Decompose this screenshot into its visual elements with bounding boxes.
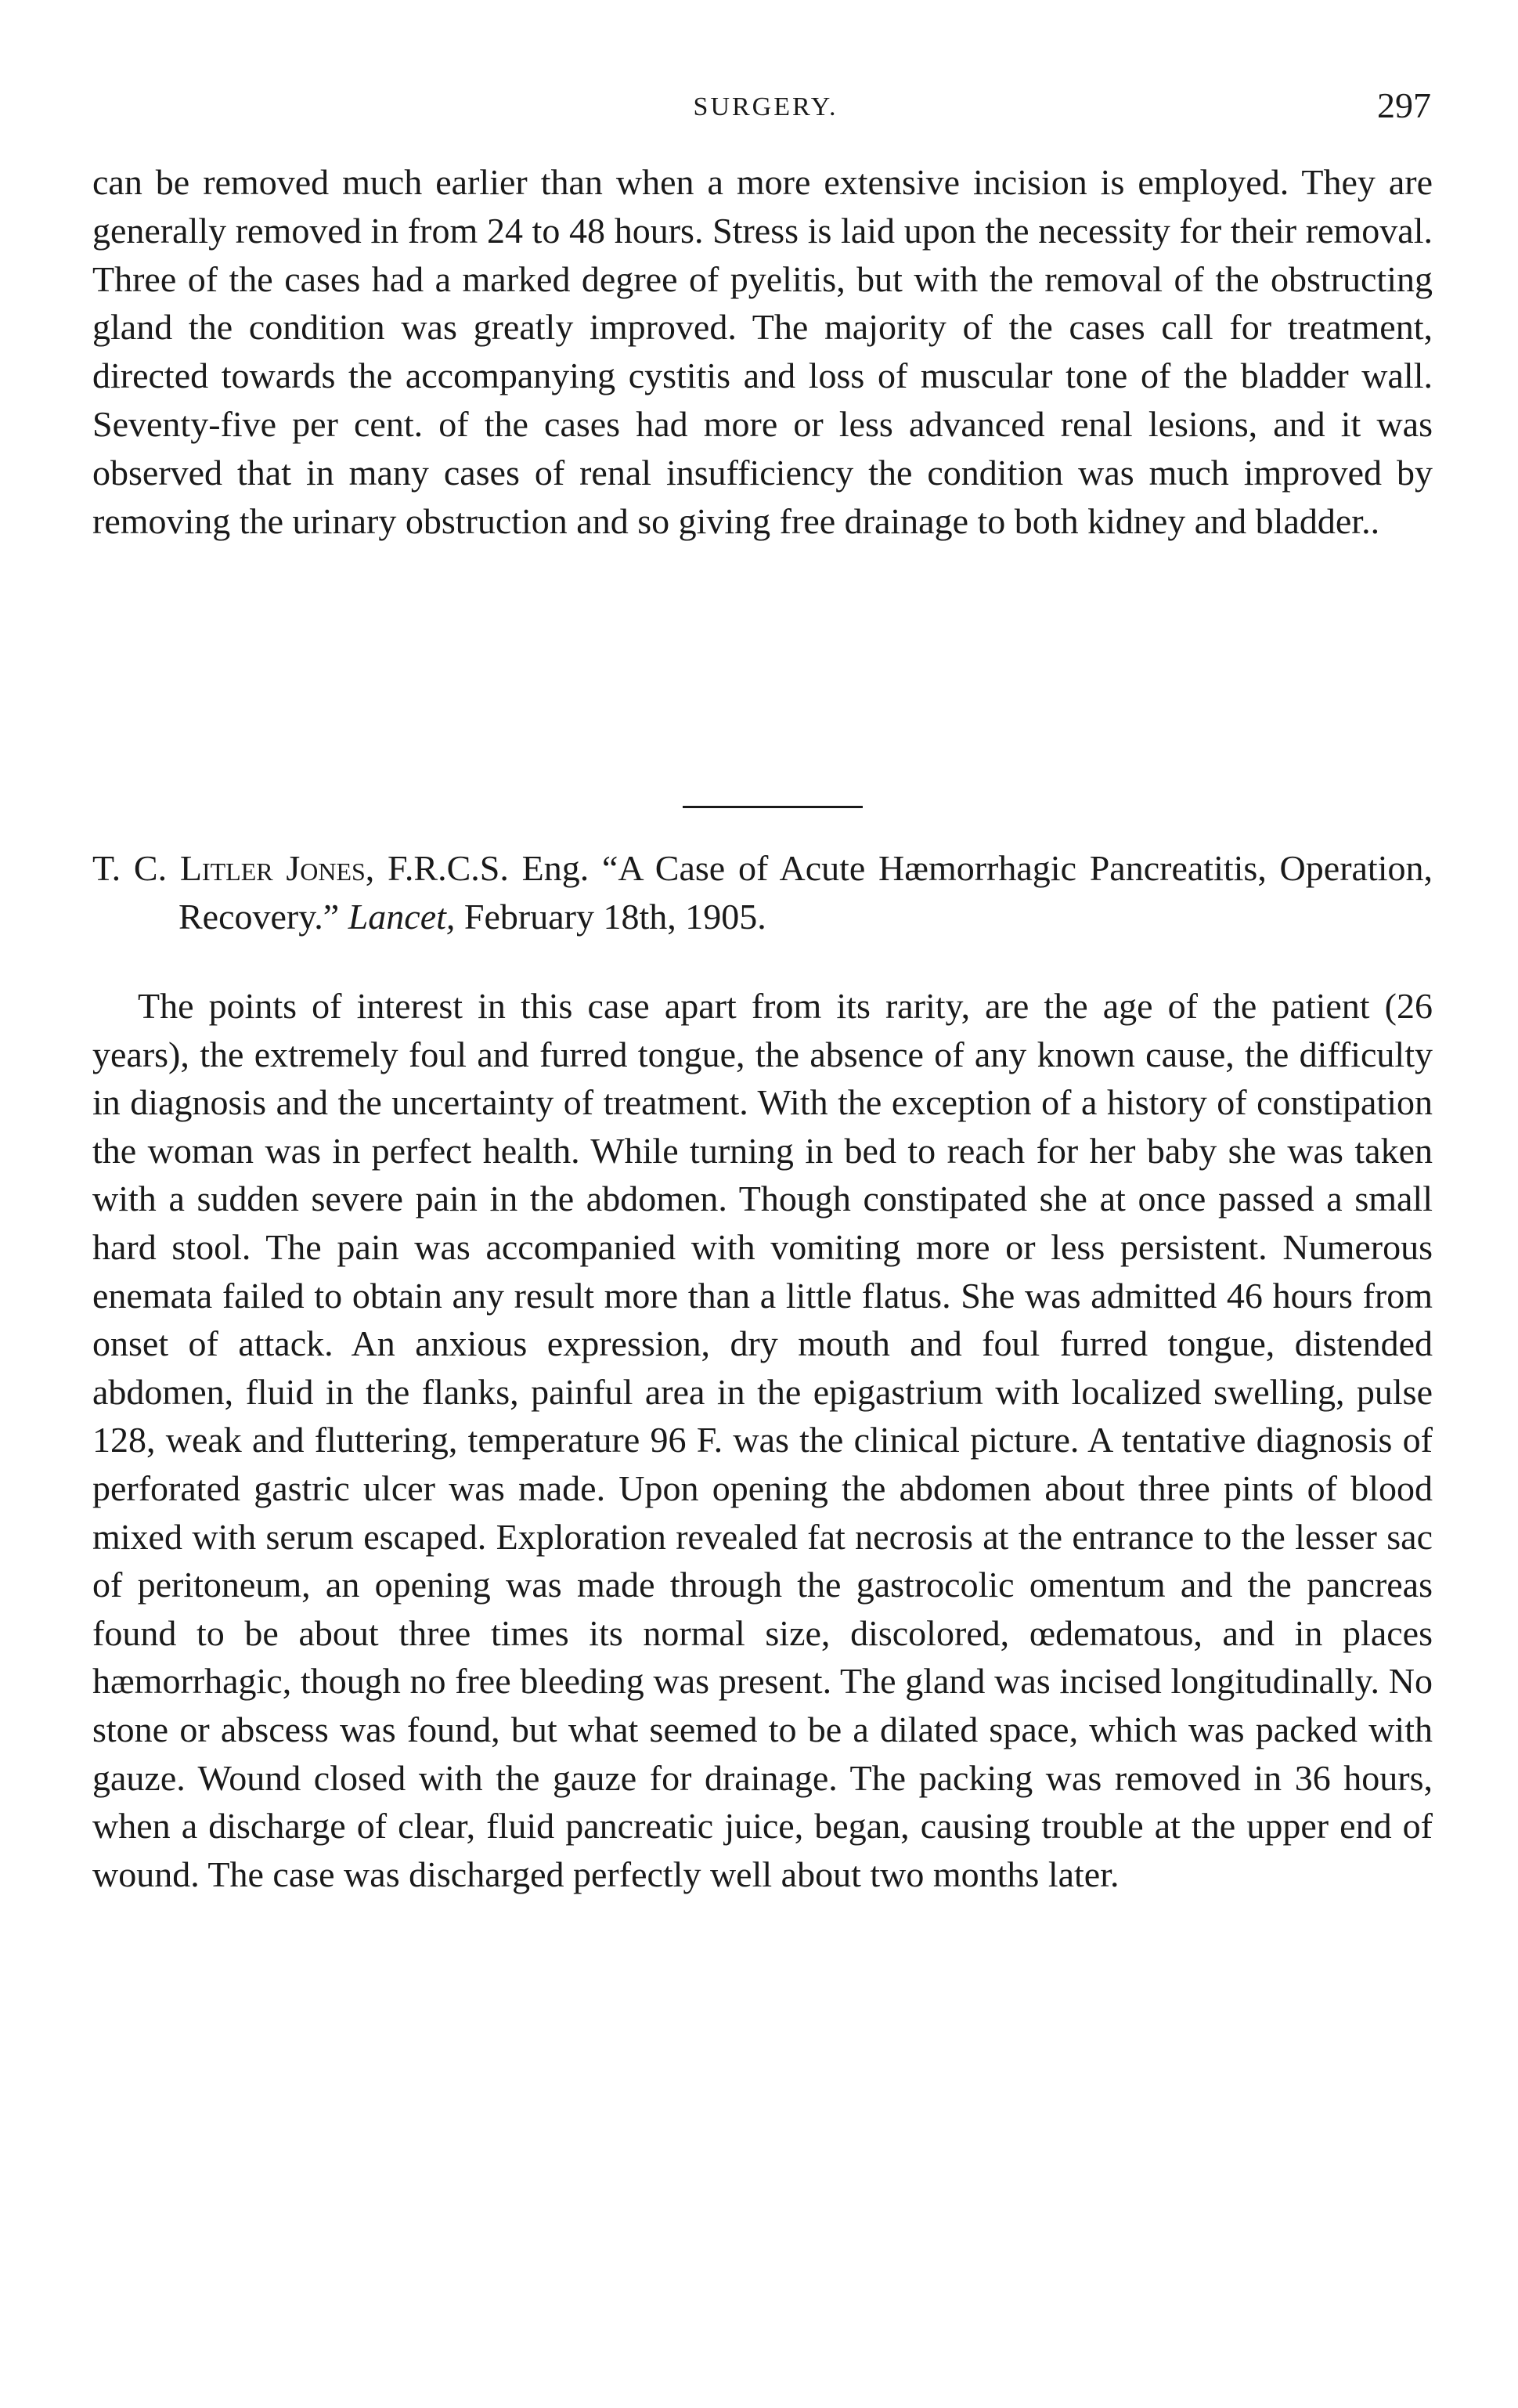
- citation-author: T. C. Litler Jones,: [92, 848, 375, 888]
- citation-journal: Lancet,: [339, 897, 456, 937]
- section-divider: [683, 806, 863, 808]
- running-title: SURGERY.: [693, 92, 838, 121]
- citation-date: February 18th, 1905.: [455, 897, 766, 937]
- case-report-block: [92, 982, 1433, 1898]
- article-citation: [92, 844, 1433, 941]
- continued-paragraph: can be removed much earlier than when a more extensive incision is employed. They are generally removed in from 24 to 48 hours. Stress is laid upon the necessity for their removal. Three of the cases had a marked degree of pyelitis, but with the removal of the obstructing gland the condition was greatly improved. The majority of the cases call for treatment, directed towards the accompanying cystitis and loss of muscular tone of the bladder wall. Seventy-five per cent. of the cases had more or less advanced renal lesions, and it was observed that in many cases of renal insufficiency the condition was much improved by removing the urinary obstruction and so giving free drainage to both kidney and bladder..: [92, 162, 1433, 541]
- page-number: 297: [1377, 85, 1431, 125]
- continued-paragraph-block: [92, 158, 1433, 545]
- citation-title: “A Case of Acute Hæmorrhagic Pancreatitis, Operation, Recovery.”: [178, 848, 1433, 937]
- case-report-paragraph: The points of interest in this case apart from its rarity, are the age of the patient (26 years), the extremely foul and furred tongue, the absence of any known cause, the difficulty in diagnosis and the uncertainty of treatment. With the exception of a history of constipation the woman was in perfect health. While turning in bed to reach for her baby she was taken with a sudden severe pain in the abdomen. Though constipated she at once passed a small hard stool. The pain was accompanied with vomiting more or less persistent. Numerous enemata failed to obtain any result more than a little flatus. She was admitted 46 hours from onset of attack. An anxious expression, dry mouth and foul furred tongue, distended abdomen, fluid in the flanks, painful area in the epigastrium with localized swelling, pulse 128, weak and fluttering, temperature 96 F. was the clinical picture. A tentative diagnosis of perforated gastric ulcer was made. Upon opening the abdomen about three pints of blood mixed with serum escaped. Exploration revealed fat necrosis at the entrance to the lesser sac of peritoneum, an opening was made through the gastrocolic omentum and the pancreas found to be about three times its normal size, discolored, œdematous, and in places hæmorrhagic, though no free bleeding was present. The gland was incised longitudinally. No stone or abscess was found, but what seemed to be a dilated space, which was packed with gauze. Wound closed with the gauze for drainage. The packing was removed in 36 hours, when a discharge of clear, fluid pancreatic juice, began, causing trouble at the upper end of wound. The case was discharged perfectly well about two months later.: [92, 986, 1433, 1894]
- running-head: [100, 85, 1431, 139]
- citation-credentials: F.R.C.S. Eng.: [374, 848, 602, 888]
